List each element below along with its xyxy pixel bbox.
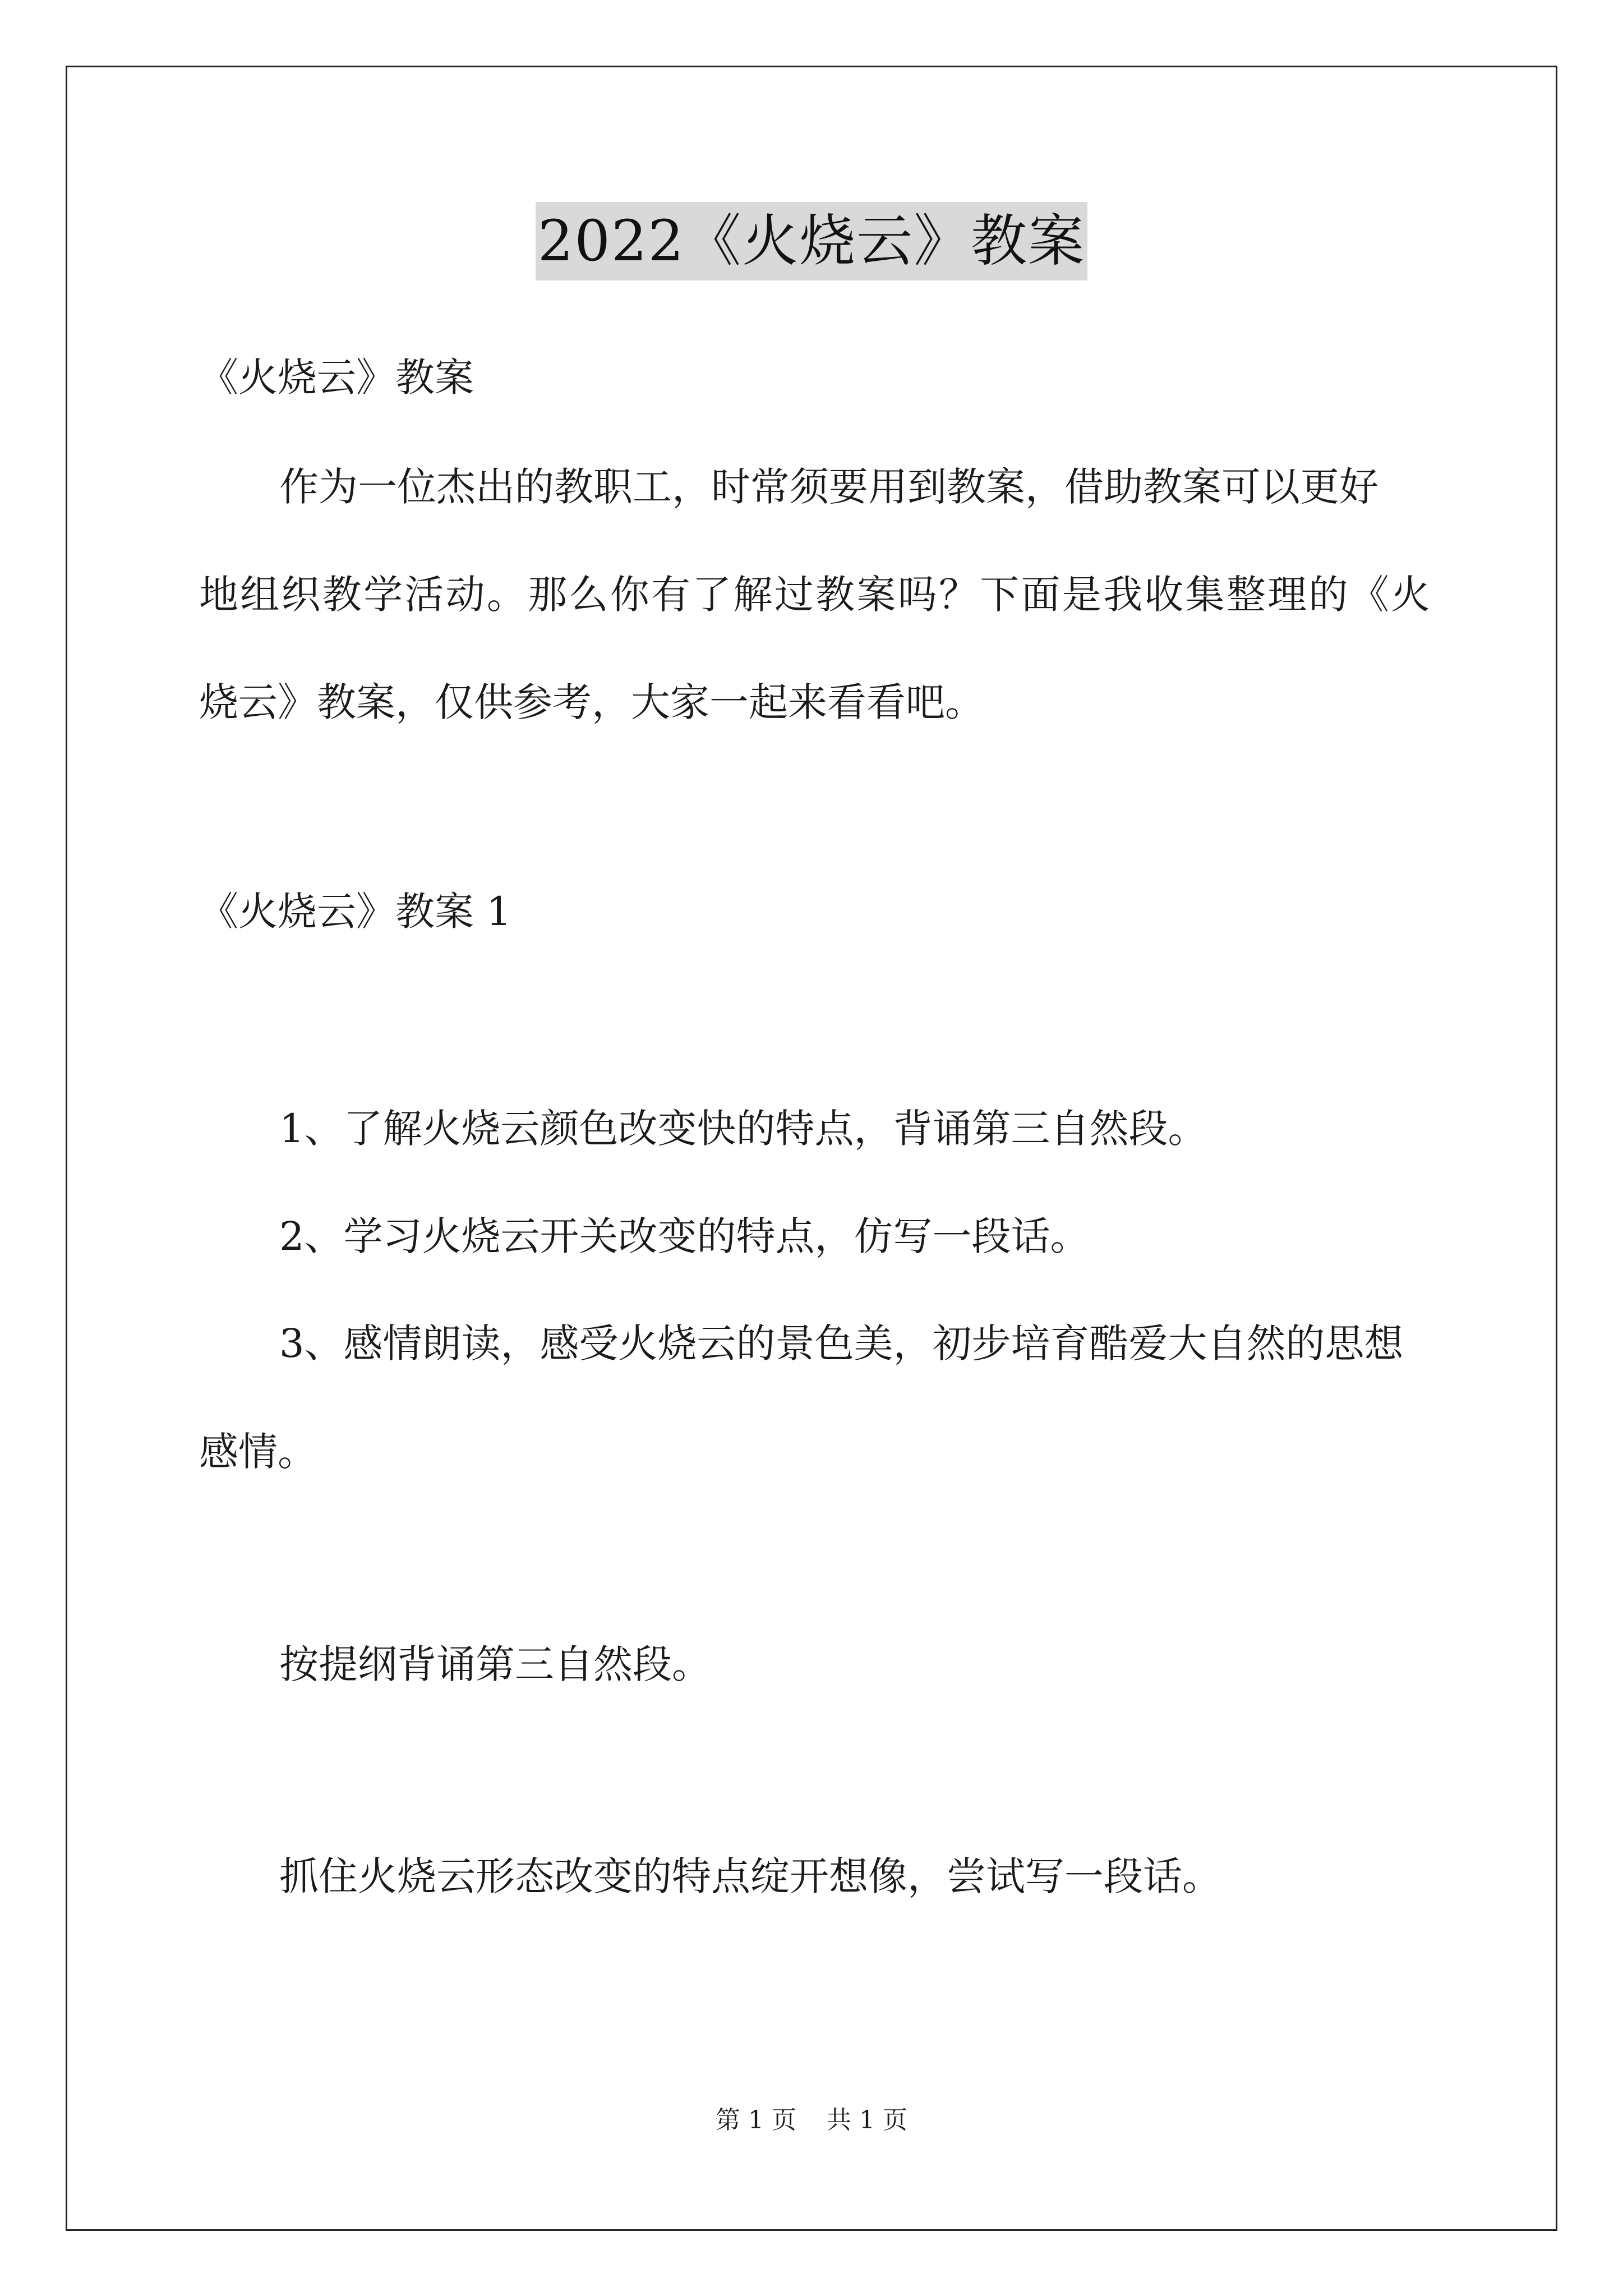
key-point: 按提纲背诵第三自然段。: [279, 1641, 711, 1687]
objective-1: 1、了解火烧云颜色改变快的特点，背诵第三自然段。: [279, 1106, 1207, 1152]
intro-paragraph-line-3: 烧云》教案，仅供参考，大家一起来看看吧。: [199, 679, 984, 725]
difficult-point: 抓住火烧云形态改变的特点绽开想像，尝试写一段话。: [279, 1853, 1221, 1899]
title-container: [0, 202, 1623, 280]
total-pages: 共 1 页: [827, 2106, 907, 2134]
objective-3-line-2: 感情。: [199, 1429, 317, 1475]
lesson-heading: 《火烧云》教案 1: [199, 889, 511, 935]
objective-3-line-1: 3、感情朗读，感受火烧云的景色美，初步培育酷爱大自然的思想: [279, 1320, 1404, 1366]
page-number: 第 1 页: [716, 2106, 796, 2134]
section-heading: 《火烧云》教案: [199, 355, 474, 401]
objective-2: 2、学习火烧云开关改变的特点，仿写一段话。: [279, 1213, 1090, 1259]
page-footer: [0, 2104, 1623, 2137]
intro-paragraph-line-2: 地组织教学活动。那么你有了解过教案吗？下面是我收集整理的《火: [199, 572, 1430, 618]
document-title: 2022《火烧云》教案: [536, 202, 1088, 280]
intro-paragraph-line-1: 作为一位杰出的教职工，时常须要用到教案，借助教案可以更好: [279, 464, 1378, 510]
